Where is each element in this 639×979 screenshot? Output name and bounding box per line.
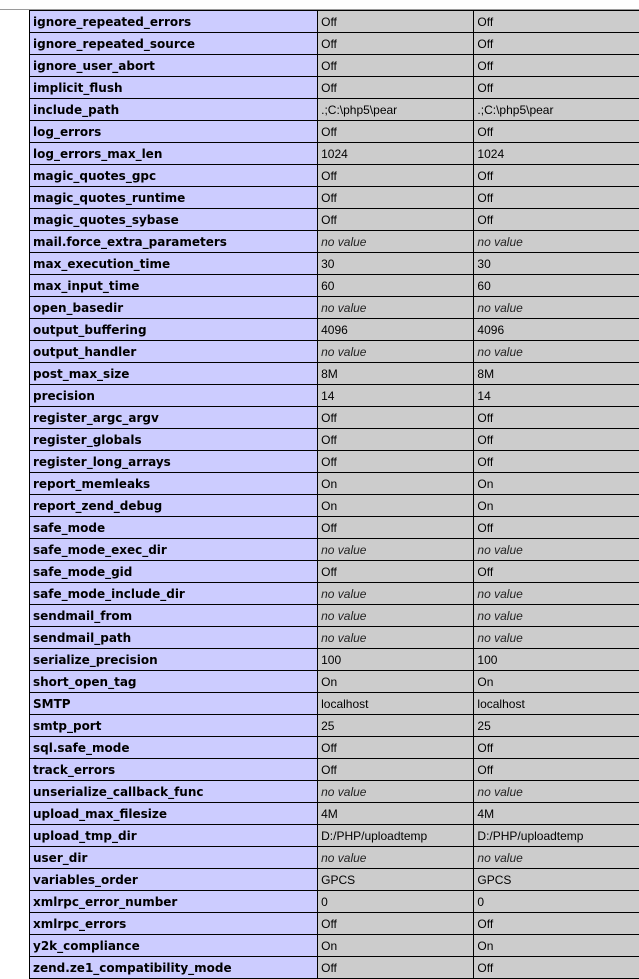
directive-name: SMTP (30, 693, 318, 715)
config-row (30, 253, 639, 275)
master-value: Off (474, 11, 639, 33)
directive-name: sql.safe_mode (30, 737, 318, 759)
master-value: no value (474, 583, 639, 605)
local-value: Off (318, 913, 474, 935)
local-value: no value (318, 341, 474, 363)
master-value: Off (474, 737, 639, 759)
directive-name: serialize_precision (30, 649, 318, 671)
master-value: Off (474, 165, 639, 187)
directive-name: include_path (30, 99, 318, 121)
config-row (30, 297, 639, 319)
local-value: Off (318, 121, 474, 143)
directive-name: safe_mode (30, 517, 318, 539)
master-value: no value (474, 627, 639, 649)
config-row (30, 891, 639, 913)
config-row (30, 715, 639, 737)
config-row (30, 99, 639, 121)
master-value: Off (474, 517, 639, 539)
directive-name: xmlrpc_errors (30, 913, 318, 935)
config-row (30, 605, 639, 627)
directive-name: register_long_arrays (30, 451, 318, 473)
master-value: Off (474, 55, 639, 77)
directive-name: log_errors (30, 121, 318, 143)
master-value: 8M (474, 363, 639, 385)
config-row (30, 649, 639, 671)
local-value: GPCS (318, 869, 474, 891)
local-value: Off (318, 451, 474, 473)
directive-name: xmlrpc_error_number (30, 891, 318, 913)
local-value: Off (318, 33, 474, 55)
local-value: Off (318, 11, 474, 33)
config-row (30, 33, 639, 55)
local-value: 30 (318, 253, 474, 275)
local-value: On (318, 671, 474, 693)
local-value: Off (318, 165, 474, 187)
config-row (30, 913, 639, 935)
php-config-table (29, 10, 639, 979)
config-row (30, 11, 639, 33)
master-value: no value (474, 297, 639, 319)
config-row (30, 363, 639, 385)
directive-name: safe_mode_gid (30, 561, 318, 583)
directive-name: smtp_port (30, 715, 318, 737)
master-value: no value (474, 781, 639, 803)
directive-name: implicit_flush (30, 77, 318, 99)
local-value: 60 (318, 275, 474, 297)
local-value: Off (318, 187, 474, 209)
directive-name: unserialize_callback_func (30, 781, 318, 803)
master-value: Off (474, 407, 639, 429)
config-row (30, 517, 639, 539)
config-row (30, 737, 639, 759)
local-value: 4M (318, 803, 474, 825)
master-value: Off (474, 121, 639, 143)
master-value: no value (474, 539, 639, 561)
master-value: Off (474, 561, 639, 583)
config-row (30, 957, 639, 979)
master-value: On (474, 473, 639, 495)
config-row (30, 847, 639, 869)
directive-name: y2k_compliance (30, 935, 318, 957)
local-value: On (318, 935, 474, 957)
directive-name: report_zend_debug (30, 495, 318, 517)
directive-name: report_memleaks (30, 473, 318, 495)
config-row (30, 451, 639, 473)
master-value: 25 (474, 715, 639, 737)
config-row (30, 385, 639, 407)
local-value: no value (318, 583, 474, 605)
config-row (30, 825, 639, 847)
master-value: Off (474, 33, 639, 55)
local-value: D:/PHP/uploadtemp (318, 825, 474, 847)
config-row (30, 319, 639, 341)
directive-name: user_dir (30, 847, 318, 869)
config-row (30, 165, 639, 187)
master-value: 14 (474, 385, 639, 407)
local-value: Off (318, 561, 474, 583)
directive-name: ignore_user_abort (30, 55, 318, 77)
local-value: Off (318, 429, 474, 451)
master-value: .;C:\php5\pear (474, 99, 639, 121)
config-row (30, 55, 639, 77)
config-row (30, 187, 639, 209)
master-value: Off (474, 913, 639, 935)
local-value: no value (318, 539, 474, 561)
directive-name: track_errors (30, 759, 318, 781)
directive-name: safe_mode_include_dir (30, 583, 318, 605)
master-value: no value (474, 605, 639, 627)
config-row (30, 781, 639, 803)
master-value: GPCS (474, 869, 639, 891)
directive-name: max_execution_time (30, 253, 318, 275)
local-value: Off (318, 517, 474, 539)
master-value: 4M (474, 803, 639, 825)
master-value: no value (474, 847, 639, 869)
config-row (30, 275, 639, 297)
config-row (30, 77, 639, 99)
config-row (30, 561, 639, 583)
directive-name: output_handler (30, 341, 318, 363)
config-row (30, 935, 639, 957)
local-value: 1024 (318, 143, 474, 165)
master-value: D:/PHP/uploadtemp (474, 825, 639, 847)
directive-name: mail.force_extra_parameters (30, 231, 318, 253)
local-value: 25 (318, 715, 474, 737)
master-value: 30 (474, 253, 639, 275)
directive-name: variables_order (30, 869, 318, 891)
master-value: 0 (474, 891, 639, 913)
local-value: no value (318, 605, 474, 627)
config-row (30, 495, 639, 517)
master-value: On (474, 671, 639, 693)
local-value: no value (318, 627, 474, 649)
master-value: Off (474, 187, 639, 209)
local-value: Off (318, 407, 474, 429)
master-value: no value (474, 341, 639, 363)
config-table-body (30, 11, 639, 979)
local-value: no value (318, 847, 474, 869)
local-value: .;C:\php5\pear (318, 99, 474, 121)
config-row (30, 143, 639, 165)
config-row (30, 407, 639, 429)
directive-name: sendmail_path (30, 627, 318, 649)
master-value: Off (474, 451, 639, 473)
directive-name: safe_mode_exec_dir (30, 539, 318, 561)
master-value: 4096 (474, 319, 639, 341)
local-value: 4096 (318, 319, 474, 341)
master-value: 100 (474, 649, 639, 671)
directive-name: magic_quotes_sybase (30, 209, 318, 231)
directive-name: sendmail_from (30, 605, 318, 627)
directive-name: upload_max_filesize (30, 803, 318, 825)
local-value: 14 (318, 385, 474, 407)
directive-name: register_argc_argv (30, 407, 318, 429)
local-value: Off (318, 209, 474, 231)
directive-name: post_max_size (30, 363, 318, 385)
directive-name: upload_tmp_dir (30, 825, 318, 847)
local-value: On (318, 473, 474, 495)
local-value: no value (318, 231, 474, 253)
master-value: Off (474, 77, 639, 99)
directive-name: open_basedir (30, 297, 318, 319)
master-value: Off (474, 957, 639, 979)
directive-name: ignore_repeated_errors (30, 11, 318, 33)
config-row (30, 671, 639, 693)
local-value: Off (318, 737, 474, 759)
directive-name: ignore_repeated_source (30, 33, 318, 55)
directive-name: zend.ze1_compatibility_mode (30, 957, 318, 979)
directive-name: output_buffering (30, 319, 318, 341)
local-value: no value (318, 297, 474, 319)
local-value: On (318, 495, 474, 517)
local-value: Off (318, 957, 474, 979)
config-row (30, 209, 639, 231)
config-row (30, 627, 639, 649)
local-value: 100 (318, 649, 474, 671)
master-value: On (474, 495, 639, 517)
config-row (30, 693, 639, 715)
directive-name: precision (30, 385, 318, 407)
master-value: 60 (474, 275, 639, 297)
config-row (30, 869, 639, 891)
local-value: Off (318, 55, 474, 77)
local-value: Off (318, 759, 474, 781)
master-value: Off (474, 209, 639, 231)
config-row (30, 583, 639, 605)
directive-name: max_input_time (30, 275, 318, 297)
master-value: 1024 (474, 143, 639, 165)
local-value: 8M (318, 363, 474, 385)
config-row (30, 429, 639, 451)
local-value: 0 (318, 891, 474, 913)
master-value: On (474, 935, 639, 957)
config-row (30, 759, 639, 781)
config-row (30, 341, 639, 363)
config-row (30, 231, 639, 253)
local-value: Off (318, 77, 474, 99)
config-row (30, 473, 639, 495)
local-value: localhost (318, 693, 474, 715)
directive-name: short_open_tag (30, 671, 318, 693)
config-row (30, 803, 639, 825)
directive-name: register_globals (30, 429, 318, 451)
directive-name: log_errors_max_len (30, 143, 318, 165)
master-value: Off (474, 429, 639, 451)
local-value: no value (318, 781, 474, 803)
master-value: localhost (474, 693, 639, 715)
master-value: no value (474, 231, 639, 253)
master-value: Off (474, 759, 639, 781)
directive-name: magic_quotes_gpc (30, 165, 318, 187)
config-row (30, 539, 639, 561)
directive-name: magic_quotes_runtime (30, 187, 318, 209)
config-row (30, 121, 639, 143)
